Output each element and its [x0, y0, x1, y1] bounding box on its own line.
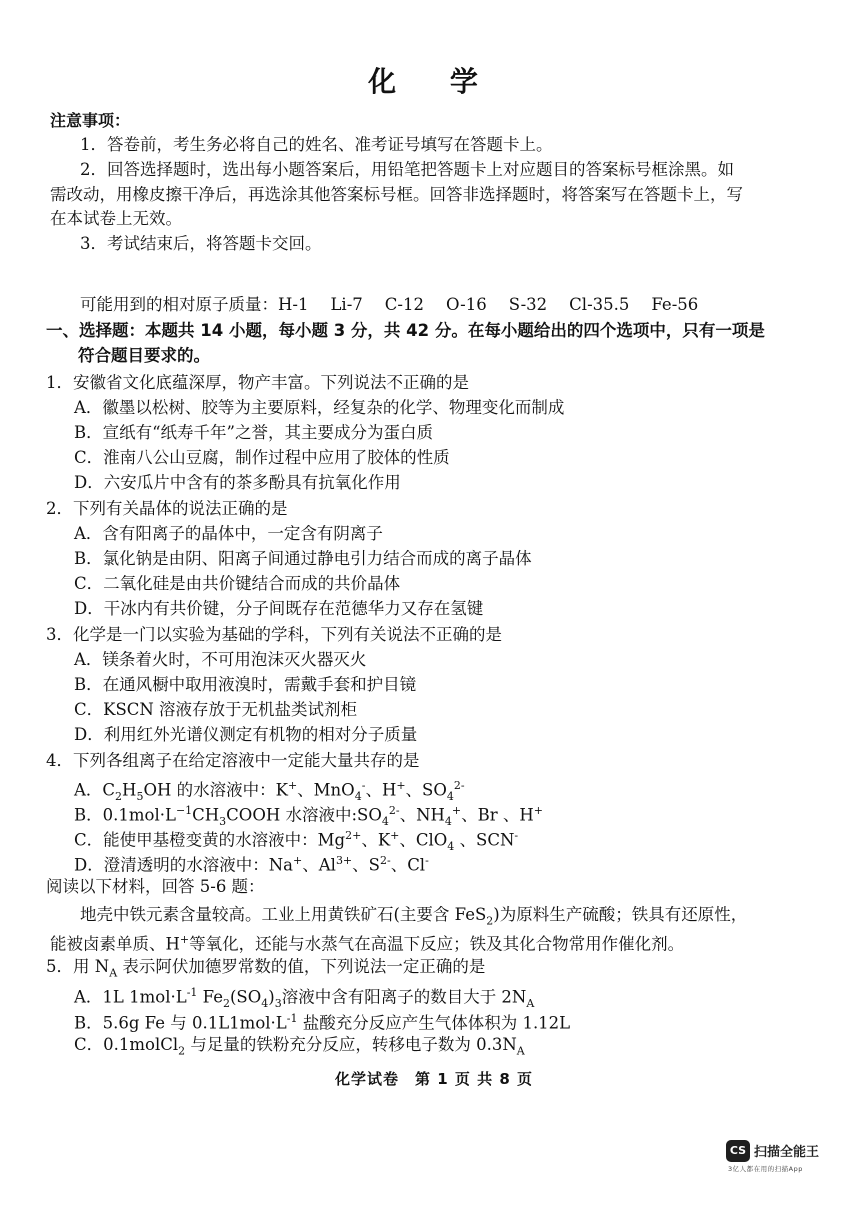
reading-line-1: 地壳中铁元素含量较高。工业上用黄铁矿石(主要含 FeS$_2$)为原料生产硫酸；铁具有还原性，	[80, 905, 748, 928]
q4-stem: 4．下列各组离子在给定溶液中一定能大量共存的是	[46, 751, 420, 770]
page-title: 化 学	[368, 65, 500, 98]
mass-li: Li-7	[330, 295, 363, 314]
brand-tagline: 3亿人都在用的扫描App	[728, 1165, 803, 1173]
q5-option-b: B．5.6g Fe 与 $0.1L1mol\cdot L^{-1}$ 盐酸充分反应产生气体体积为 1.12L	[74, 1012, 571, 1033]
q5-option-c: C．0.1molCl$_2$ 与足量的铁粉充分反应，转移电子数为 $0.3N_A$	[74, 1035, 525, 1058]
page-footer: 化学试卷 第 1 页 共 8 页	[335, 1070, 533, 1088]
q5-option-a: A．1L $1mol\cdot L^{-1}$ $Fe_2(SO_4)_3$溶液中含有阳离子的数目大于 $2N_A$	[74, 986, 535, 1010]
section-1-heading-line-1: 一、选择题：本题共 14 小题，每小题 3 分，共 42 分。在每小题给出的四个选项中，只有一项是	[46, 321, 765, 340]
atomic-masses-label: 可能用到的相对原子质量：	[80, 295, 278, 314]
mass-fe: Fe-56	[651, 295, 699, 314]
atomic-masses	[80, 293, 698, 317]
q1-option-b: B．宣纸有“纸寿千年”之誉，其主要成分为蛋白质	[74, 423, 433, 442]
reading-line-2: 能被卤素单质、H+等氧化，还能与水蒸气在高温下反应；铁及其化合物常用作催化剂。	[50, 933, 685, 954]
q1-option-a: A．徽墨以松树、胶等为主要原料，经复杂的化学、物理变化而制成	[74, 398, 565, 417]
q2-option-d: D．干冰内有共价键，分子间既存在范德华力又存在氢键	[74, 599, 484, 618]
q1-option-d: D．六安瓜片中含有的茶多酚具有抗氧化作用	[74, 473, 401, 492]
q2-option-c: C．二氧化硅是由共价键结合而成的共价晶体	[74, 574, 401, 593]
q3-option-a: A．镁条着火时，不可用泡沫灭火器灭火	[74, 650, 367, 669]
q4-option-a: A．$C_2H_5OH$ 的水溶液中：K+、MnO$_4$-、H+、$SO_4^{2-}$	[74, 779, 465, 803]
notice-item-2-line-1: 2．回答选择题时，选出每小题答案后，用铅笔把答题卡上对应题目的答案标号框涂黑。如	[80, 160, 734, 179]
notice-heading: 注意事项：	[50, 111, 131, 130]
q2-stem: 2．下列有关晶体的说法正确的是	[46, 499, 288, 518]
notice-item-2-line-3: 在本试卷上无效。	[50, 209, 182, 228]
notice-item-1: 1．答卷前，考生务必将自己的姓名、准考证号填写在答题卡上。	[80, 135, 553, 154]
q2-option-b: B．氯化钠是由阴、阳离子间通过静电引力结合而成的离子晶体	[74, 549, 532, 568]
reading-intro: 阅读以下材料，回答 5-6 题：	[46, 877, 265, 896]
mass-o: O-16	[445, 295, 487, 314]
q1-option-c: C．淮南八公山豆腐，制作过程中应用了胶体的性质	[74, 448, 450, 467]
notice-item-3: 3．考试结束后，将答题卡交回。	[80, 234, 322, 253]
mass-s: S-32	[508, 295, 548, 314]
mass-h: H-1	[278, 295, 309, 314]
q4-option-d: D．澄清透明的水溶液中：Na+、$Al^{3+}$、$S^{2-}$、Cl-	[74, 854, 429, 875]
q2-option-a: A．含有阳离子的晶体中，一定含有阴离子	[74, 524, 383, 543]
cs-logo-icon: CS	[726, 1140, 750, 1162]
q3-option-b: B．在通风橱中取用液溴时，需戴手套和护目镜	[74, 675, 417, 694]
mass-c: C-12	[384, 295, 424, 314]
q4-option-c: C．能使甲基橙变黄的水溶液中：$Mg^{2+}$、K+、ClO$_4$ 、SCN-	[74, 829, 519, 853]
q3-stem: 3．化学是一门以实验为基础的学科，下列有关说法不正确的是	[46, 625, 502, 644]
q5-stem: 5．用 $N_A$ 表示阿伏加德罗常数的值，下列说法一定正确的是	[46, 957, 486, 980]
mass-cl: Cl-35.5	[569, 295, 630, 314]
q3-option-d: D．利用红外光谱仪测定有机物的相对分子质量	[74, 725, 418, 744]
notice-item-2-line-2: 需改动，用橡皮擦干净后，再选涂其他答案标号框。回答非选择题时，将答案写在答题卡上，写	[50, 185, 743, 204]
scanner-watermark	[726, 1138, 846, 1178]
brand-name: 扫描全能王	[754, 1145, 820, 1160]
q1-stem: 1．安徽省文化底蕴深厚，物产丰富。下列说法不正确的是	[46, 373, 469, 392]
q4-option-b: B．$0.1mol\cdot L^{-1}CH_3COOH$ 水溶液中$:SO_4^{2-}$、$NH_4^+$、Br 、H+	[74, 804, 544, 828]
section-1-heading-line-2: 符合题目要求的。	[78, 346, 210, 365]
q3-option-c: C．KSCN 溶液存放于无机盐类试剂柜	[74, 700, 358, 719]
